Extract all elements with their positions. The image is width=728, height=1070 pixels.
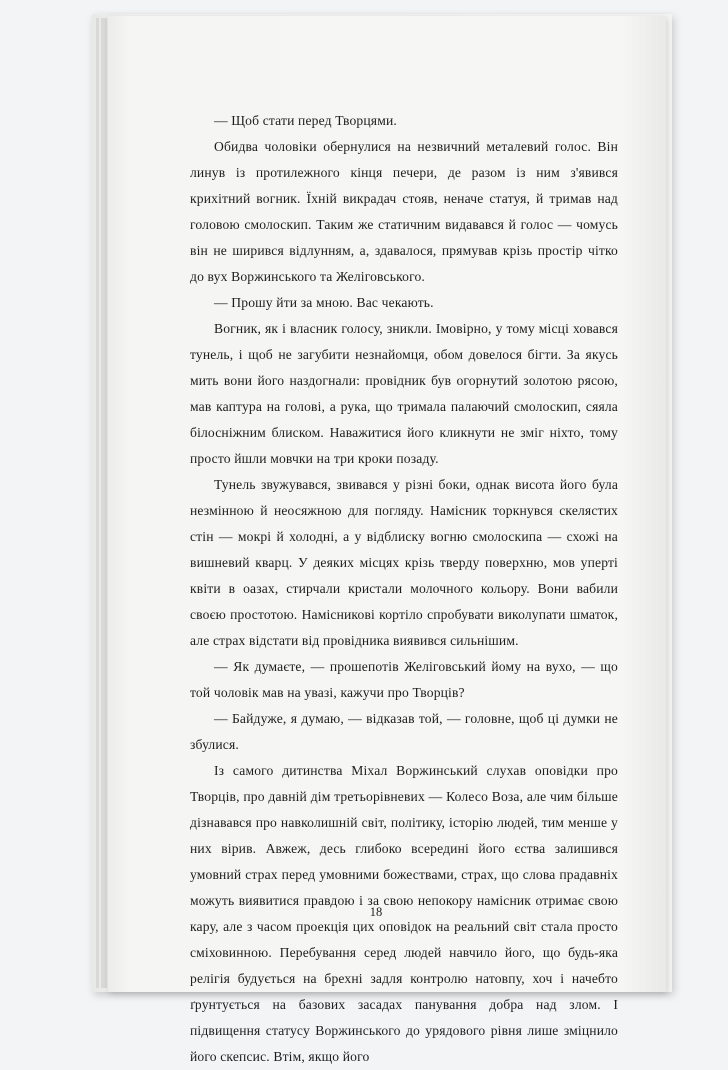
paragraph-5: Тунель звужувався, звивався у різні боки, однак висота його була незмінною й неосяжною для погляду. Намісник торкнувся скелястих стін — мокрі й холодні, а у відблиску вогню смолоскипа — схожі на вишневий кварц. У деяких місцях крізь тверду поверхню, мов уперті квіти в оазах, стирчали кристали молочного кольору. Вони вабили своєю простотою. Намісникові кортіло спробувати виколупати шматок, але страх відстати від провідника виявився сильнішим. <box>190 477 618 648</box>
paragraph-8: Із самого дитинства Міхал Воржинський слухав оповідки про Творців, про давній дім третьорівневих — Колесо Воза, але чим більше дізнавався про навколишній світ, політику, історію людей, тим менше у них вірив. Авжеж, десь глибоко всередині його єства залишився умовний страх перед умовними божествами, страх, що слова прадавніх можуть виявитися правдою і за свою непокору намісник отримає свою кару, але з часом проекція цих оповідок на реальний світ стала просто сміховинною. Перебування серед людей навчило його, що будь-яка релігія будується на брехні задля контролю натовпу, хоч і начебто ґрунтується на базових засадах панування добра над злом. І підвищення статусу Воржинського до урядового рівня лише зміцнило його скепсис. Втім, якщо його <box>190 763 618 1064</box>
paragraph-1: — Щоб стати перед Творцями. <box>214 113 397 128</box>
paragraph-7: — Байдуже, я думаю, — відказав той, — головне, щоб ці думки не збулися. <box>190 711 618 752</box>
paragraph-6: — Як думаєте, — прошепотів Желіговський йому на вухо, — що той чоловік мав на увазі, кажучи про Творців? <box>190 659 618 700</box>
paragraph-4: Вогник, як і власник голосу, зникли. Імовірно, у тому місці ховався тунель, і щоб не загубити незнайомця, обом довелося бігти. За якусь мить вони його наздогнали: провідник був огорнутий золотою рясою, мав каптура на голові, а рука, що тримала палаючий смолоскип, сяяла білосніжним блиском. Наважитися його кликнути не зміг ніхто, тому просто йшли мовчки на три кроки позаду. <box>190 321 618 466</box>
paragraph-3: — Прошу йти за мною. Вас чекають. <box>214 295 434 310</box>
page-text <box>190 108 618 1070</box>
paragraph-2: Обидва чоловіки обернулися на незвичний металевий голос. Він линув із протилежного кінця печери, де разом із ним з'явився крихітний вогник. Їхній викрадач стояв, неначе статуя, й тримав над головою смолоскип. Таким же статичним видавався й голос — чомусь він не ширився відлунням, а, здавалося, прямував крізь простір чітко до вух Воржинського та Желіговського. <box>190 139 618 284</box>
page-number: 18 <box>369 905 383 919</box>
page-edge <box>104 18 107 988</box>
page-edge <box>96 18 99 988</box>
